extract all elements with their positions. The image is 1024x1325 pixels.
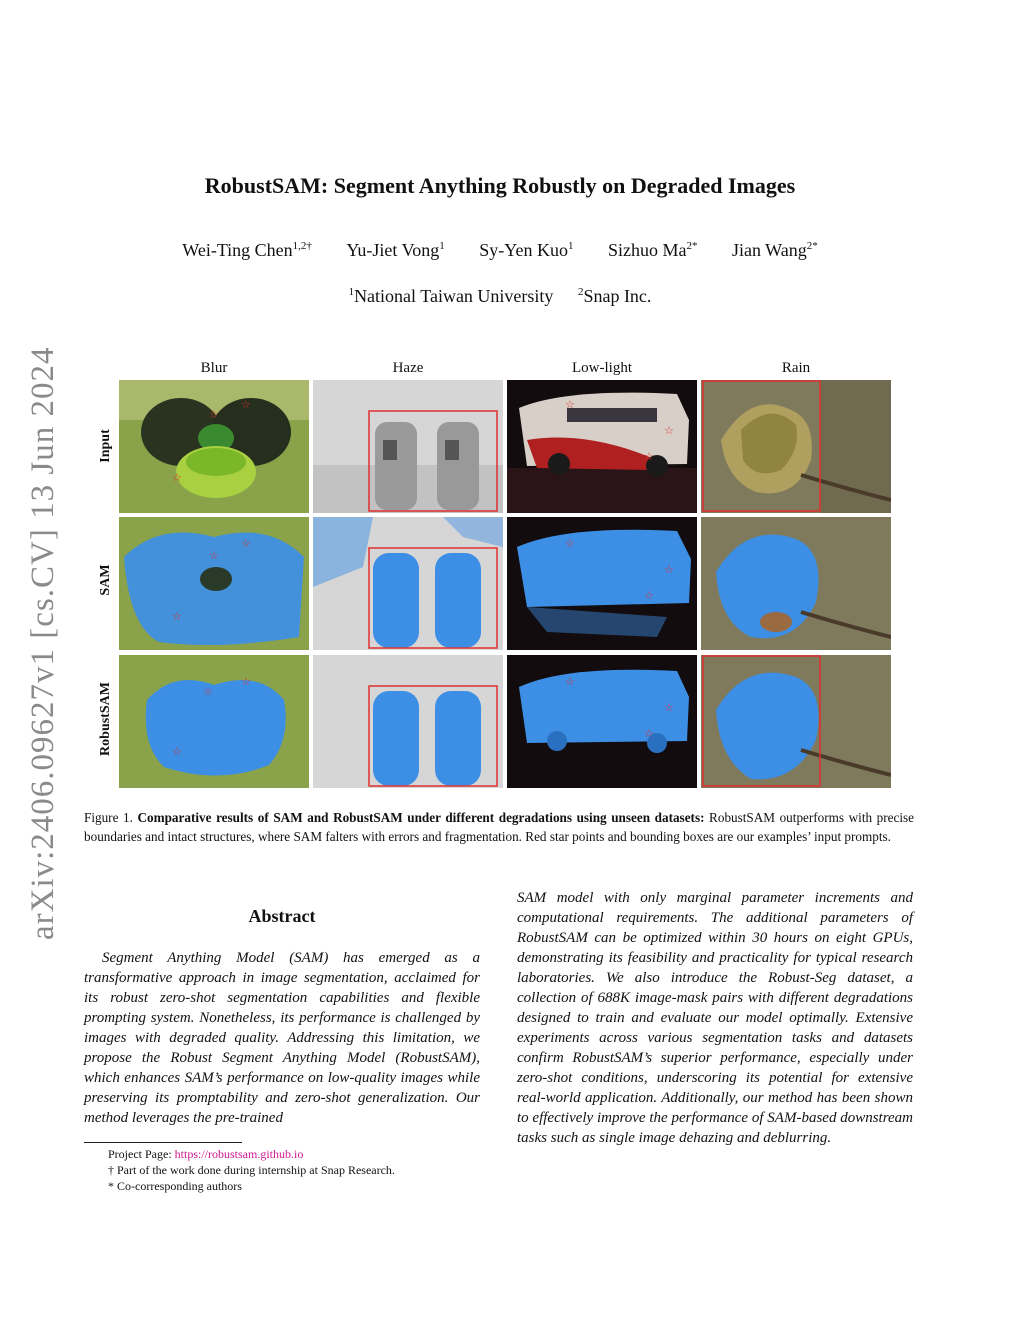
svg-text:☆: ☆: [172, 746, 182, 758]
footnote-star: * Co-corresponding authors: [108, 1179, 242, 1193]
author: Yu-Jiet Vong$^1$: [346, 240, 445, 260]
abstract-left-column: Segment Anything Model (SAM) has emerged as a transformative approach in image segmentation, acclaimed for its robust zero-shot segmentation capabilities and flexible prompting system. Nonetheless, its performance is challenged by images with degraded quality. Addressing this limitation, we propose the Robust Segment Anything Model (RobustSAM), which enhances SAM’s performance on low-quality images while preserving its promptability and zero-shot generalization. Our method leverages the pre-trained: [84, 950, 480, 1126]
svg-text:☆: ☆: [644, 590, 654, 602]
affiliations: [0, 286, 1000, 307]
svg-text:☆: ☆: [172, 611, 182, 623]
column-header-haze: Haze: [392, 360, 424, 376]
image-robustsam-blur: [119, 655, 309, 788]
column-header-rain: Rain: [781, 360, 811, 376]
image-input-blur: [119, 380, 309, 513]
caption-bold: Comparative results of SAM and RobustSAM under different degradations using unseen datasets:: [137, 810, 705, 825]
author: Sy-Yen Kuo$^1$: [479, 240, 574, 260]
author-list: [0, 240, 1000, 261]
image-input-haze: [313, 380, 503, 513]
caption-label: Figure 1.: [84, 810, 133, 825]
image-robustsam-low-light: [507, 655, 697, 788]
svg-text:☆: ☆: [565, 676, 575, 688]
abstract-heading: Abstract: [248, 906, 316, 926]
arxiv-stamp: arXiv:2406.09627v1 [cs.CV] 13 Jun 2024: [25, 346, 61, 940]
abstract-right-column: SAM model with only marginal parameter increments and computational requirements. The additional parameters of RobustSAM can be optimized within 30 hours on eight GPUs, demonstrating its feasibility and practicality for typical research laboratories. We also introduce the Robust-Seg dataset, a collection of 688K image-mask pairs with different degradations designed to train and evaluate our model optimally. Extensive experiments across various segmentation tasks and datasets confirm RobustSAM’s superior performance, especially under zero-shot conditions, underscoring its potential for extensive real-world application. Additionally, our method has been shown to effectively improve the performance of SAM-based downstream tasks such as single image dehazing and deblurring.: [517, 890, 913, 1146]
svg-text:☆: ☆: [644, 728, 654, 740]
svg-text:☆: ☆: [565, 399, 575, 411]
author: Jian Wang$^{2*}$: [731, 240, 818, 260]
svg-text:☆: ☆: [241, 399, 251, 411]
footnote-project: Project Page: https://robustsam.github.io: [108, 1147, 304, 1161]
svg-text:☆: ☆: [664, 425, 674, 437]
footnote-dagger: † Part of the work done during internship at Snap Research.: [108, 1163, 395, 1177]
image-input-low-light: [507, 380, 697, 513]
image-robustsam-haze: [313, 655, 503, 788]
svg-text:☆: ☆: [203, 686, 213, 698]
caption-text: RobustSAM outperforms with precise boundaries and intact structures, where SAM falters with errors and fragmentation. Red star points and bounding boxes are our examples’ input prompts.: [84, 810, 914, 844]
image-sam-blur: [119, 517, 309, 650]
svg-text:☆: ☆: [664, 564, 674, 576]
svg-text:☆: ☆: [241, 538, 251, 550]
figure-caption: [84, 808, 914, 846]
row-label-input: Input: [98, 429, 113, 463]
image-sam-low-light: [507, 517, 697, 650]
svg-text:☆: ☆: [664, 702, 674, 714]
svg-text:☆: ☆: [172, 472, 182, 484]
author: Sizhuo $Ma^{2*}$: [607, 240, 698, 260]
author: Wei-Ting Chen$^{1,2\dagger}$: [182, 240, 312, 260]
column-header-blur: Blur: [200, 360, 228, 376]
footnote-rule: [84, 1142, 242, 1143]
project-link[interactable]: https://robustsam.github.io: [174, 1147, 304, 1161]
affiliation: $^2$Snap Inc.: [577, 286, 652, 306]
image-input-rain: [701, 380, 891, 513]
svg-text:☆: ☆: [209, 409, 219, 421]
affiliation: $^1$National Taiwan University: [348, 286, 554, 306]
svg-text:☆: ☆: [644, 451, 654, 463]
svg-text:☆: ☆: [241, 676, 251, 688]
image-sam-haze: [313, 517, 503, 650]
row-label-robustsam: RobustSAM: [98, 682, 113, 756]
paper-title: RobustSAM: Segment Anything Robustly on Degraded Images: [204, 173, 796, 198]
image-robustsam-rain: [701, 655, 891, 788]
image-sam-rain: [701, 517, 891, 650]
row-label-sam: SAM: [98, 564, 113, 596]
column-header-low-light: Low-light: [572, 360, 632, 376]
footnotes: [84, 1146, 484, 1194]
svg-text:☆: ☆: [209, 550, 219, 562]
svg-text:☆: ☆: [565, 538, 575, 550]
